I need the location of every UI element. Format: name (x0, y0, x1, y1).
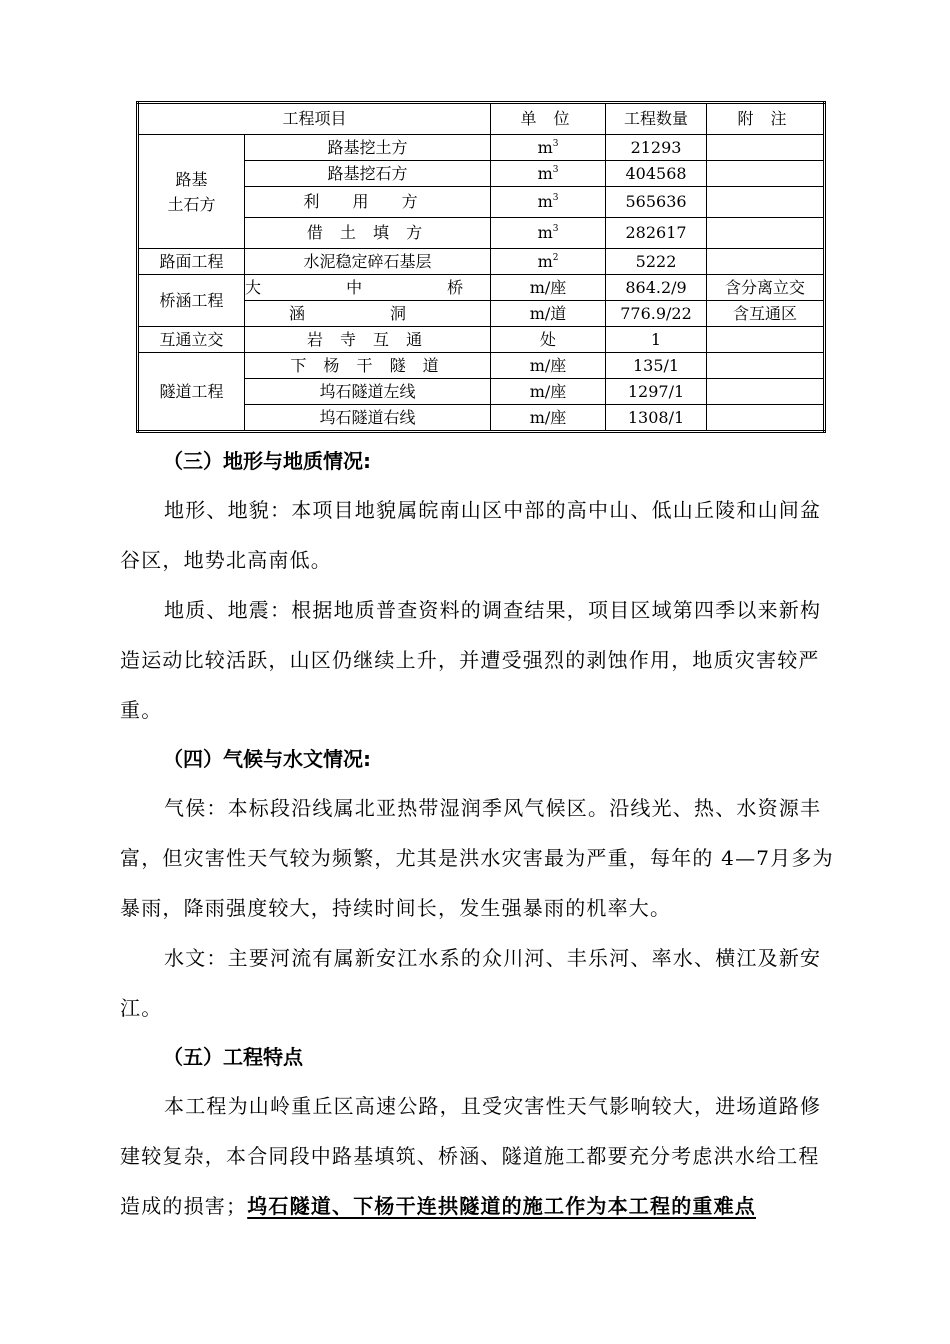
row-note (707, 405, 825, 432)
group-pavement: 路面工程 (138, 249, 245, 275)
table-row (138, 327, 825, 353)
table-row (138, 249, 825, 275)
row-item: 借 土 填 方 (245, 218, 491, 249)
row-unit: m/座 (491, 379, 606, 405)
section-heading-climate: （四）气候与水文情况: (163, 747, 371, 771)
group-bridge: 桥涵工程 (138, 275, 245, 327)
paragraph-landform: 地形、地貌：本项目地貌属皖南山区中部的高中山、低山丘陵和山间盆谷区，地势北高南低。 (120, 498, 822, 572)
row-item: 水泥稳定碎石基层 (245, 249, 491, 275)
row-unit: m/座 (491, 275, 606, 301)
section-heading-features: （五）工程特点 (163, 1045, 303, 1069)
row-qty: 282617 (606, 218, 707, 249)
header-unit: 单 位 (491, 103, 606, 135)
row-unit: $m^3$ (491, 187, 606, 218)
row-item: 大 中 桥 (245, 275, 491, 301)
row-qty: 135/1 (606, 353, 707, 379)
row-unit: $m^3$ (491, 161, 606, 187)
header-item: 工程项目 (138, 103, 491, 135)
row-unit: m/道 (491, 301, 606, 327)
header-qty: 工程数量 (606, 103, 707, 135)
row-unit: $m^2$ (491, 249, 606, 275)
paragraph-hydrology: 水文：主要河流有属新安江水系的众川河、丰乐河、率水、横江及新安江。 (120, 946, 822, 1020)
row-qty: 864.2/9 (606, 275, 707, 301)
features-text: 本工程为山岭重丘区高速公路，且受灾害性天气影响较大，进场道路修建较复杂，本合同段中路基填筑、桥涵、隧道施工都要充分考虑洪水给工程造成的损害； (120, 1094, 822, 1218)
row-item: 路基挖土方 (245, 135, 491, 161)
row-item: 涵 洞 (245, 301, 491, 327)
header-note: 附 注 (707, 103, 825, 135)
group-tunnel: 隧道工程 (138, 353, 245, 432)
row-qty: 776.9/22 (606, 301, 707, 327)
quantities-table (136, 101, 826, 433)
row-unit: $m^3$ (491, 218, 606, 249)
row-note: 含分离立交 (707, 275, 825, 301)
paragraph-geology: 地质、地震：根据地质普查资料的调查结果，项目区域第四季以来新构造运动比较活跃，山区仍继续上升，并遭受强烈的剥蚀作用，地质灾害较严重。 (120, 598, 822, 722)
group-roadbed: 路基 土石方 (138, 135, 245, 249)
row-note (707, 218, 825, 249)
table-header-row (138, 103, 825, 135)
row-item: 路基挖石方 (245, 161, 491, 187)
row-note (707, 135, 825, 161)
row-item: 坞石隧道左线 (245, 379, 491, 405)
row-note (707, 379, 825, 405)
row-note (707, 249, 825, 275)
row-unit: m/座 (491, 353, 606, 379)
group-interchange: 互通立交 (138, 327, 245, 353)
row-qty: 1297/1 (606, 379, 707, 405)
row-qty: 404568 (606, 161, 707, 187)
features-emphasis: 坞石隧道、下杨干连拱隧道的施工作为本工程的重难点 (247, 1194, 757, 1218)
section-heading-terrain: （三）地形与地质情况: (163, 449, 371, 473)
row-qty: 5222 (606, 249, 707, 275)
row-unit: m/座 (491, 405, 606, 432)
table-row (138, 353, 825, 379)
row-note (707, 327, 825, 353)
row-item: 坞石隧道右线 (245, 405, 491, 432)
row-item: 利 用 方 (245, 187, 491, 218)
row-unit: 处 (491, 327, 606, 353)
row-note (707, 161, 825, 187)
row-note (707, 187, 825, 218)
row-item: 岩 寺 互 通 (245, 327, 491, 353)
row-item: 下 杨 干 隧 道 (245, 353, 491, 379)
row-note (707, 353, 825, 379)
table-row (138, 135, 825, 161)
paragraph-climate: 气侯：本标段沿线属北亚热带湿润季风气候区。沿线光、热、水资源丰富，但灾害性天气较为频繁，尤其是洪水灾害最为严重，每年的 4—7月多为暴雨，降雨强度较大，持续时间长，发生强暴雨的机率大。 (120, 796, 834, 920)
row-note: 含互通区 (707, 301, 825, 327)
row-qty: 565636 (606, 187, 707, 218)
row-qty: 1308/1 (606, 405, 707, 432)
row-unit: $m^3$ (491, 135, 606, 161)
row-qty: 1 (606, 327, 707, 353)
row-qty: 21293 (606, 135, 707, 161)
table-row (138, 275, 825, 301)
paragraph-features (120, 1081, 840, 1231)
